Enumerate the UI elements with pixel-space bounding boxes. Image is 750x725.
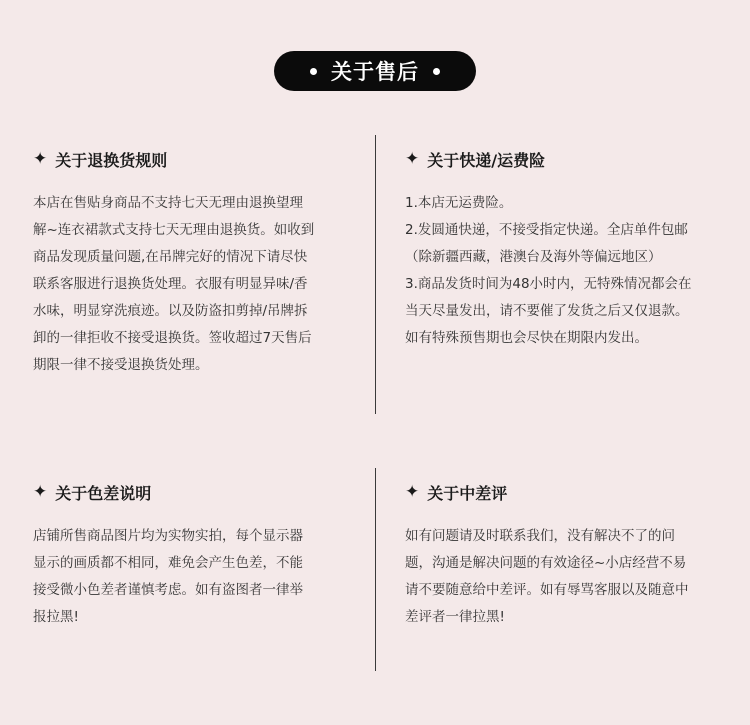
section-title-text: 关于快递/运费险 — [427, 150, 546, 170]
bullet-dot-icon — [433, 68, 440, 75]
section-title — [405, 148, 735, 170]
sparkle-star-icon: ✦ — [33, 482, 48, 502]
body-line: 店铺所售商品图片均为实物实拍，每个显示器 — [33, 528, 303, 544]
body-line: 如有问题请及时联系我们，没有解决不了的问 — [405, 528, 675, 544]
section-title — [33, 148, 363, 170]
body-line: 2.发圆通快递，不接受指定快递。全店单件包邮 — [405, 222, 688, 238]
body-line: 当天尽量发出，请不要催了发货之后又仅退款。 — [405, 303, 689, 319]
column-divider-bottom — [375, 468, 376, 671]
section-body — [405, 523, 735, 631]
sparkle-star-icon: ✦ — [33, 149, 48, 169]
body-line: 解~连衣裙款式支持七天无理由退换货。如收到 — [33, 222, 315, 238]
sparkle-star-icon: ✦ — [405, 482, 420, 502]
body-line: 报拉黑! — [33, 609, 79, 625]
section-header-pill — [274, 51, 476, 91]
section-title-text: 关于退换货规则 — [55, 150, 168, 170]
page-title: 关于售后 — [331, 60, 419, 84]
body-line: （除新疆西藏，港澳台及海外等偏远地区） — [405, 249, 662, 265]
body-line: 期限一律不接受退换货处理。 — [33, 357, 209, 373]
negative-review-section — [405, 481, 735, 631]
body-line: 联系客服进行退换货处理。衣服有明显异味/香 — [33, 276, 308, 292]
body-line: 如有特殊预售期也会尽快在期限内发出。 — [405, 330, 648, 346]
section-body — [405, 190, 735, 352]
body-line: 1.本店无运费险。 — [405, 195, 513, 211]
body-line: 显示的画质都不相同，难免会产生色差，不能 — [33, 555, 303, 571]
body-line: 请不要随意给中差评。如有辱骂客服以及随意中 — [405, 582, 689, 598]
bullet-dot-icon — [310, 68, 317, 75]
body-line: 卸的一律拒收不接受退换货。签收超过7天售后 — [33, 330, 312, 346]
body-line: 差评者一律拉黑! — [405, 609, 505, 625]
body-line: 本店在售贴身商品不支持七天无理由退换望理 — [33, 195, 303, 211]
body-line: 3.商品发货时间为48小时内，无特殊情况都会在 — [405, 276, 692, 292]
section-title-text: 关于中差评 — [427, 483, 508, 503]
section-body — [33, 523, 363, 631]
returns-policy-section — [33, 148, 363, 379]
section-title — [405, 481, 735, 503]
column-divider-top — [375, 135, 376, 414]
body-line: 接受微小色差者谨慎考虑。如有盗图者一律举 — [33, 582, 303, 598]
body-line: 商品发现质量问题,在吊牌完好的情况下请尽快 — [33, 249, 308, 265]
body-line: 题，沟通是解决问题的有效途径~小店经营不易 — [405, 555, 687, 571]
section-title — [33, 481, 363, 503]
section-body — [33, 190, 363, 379]
shipping-section — [405, 148, 735, 352]
section-title-text: 关于色差说明 — [55, 483, 152, 503]
body-line: 水味，明显穿洗痕迹。以及防盗扣剪掉/吊牌拆 — [33, 303, 308, 319]
sparkle-star-icon: ✦ — [405, 149, 420, 169]
color-difference-section — [33, 481, 363, 631]
